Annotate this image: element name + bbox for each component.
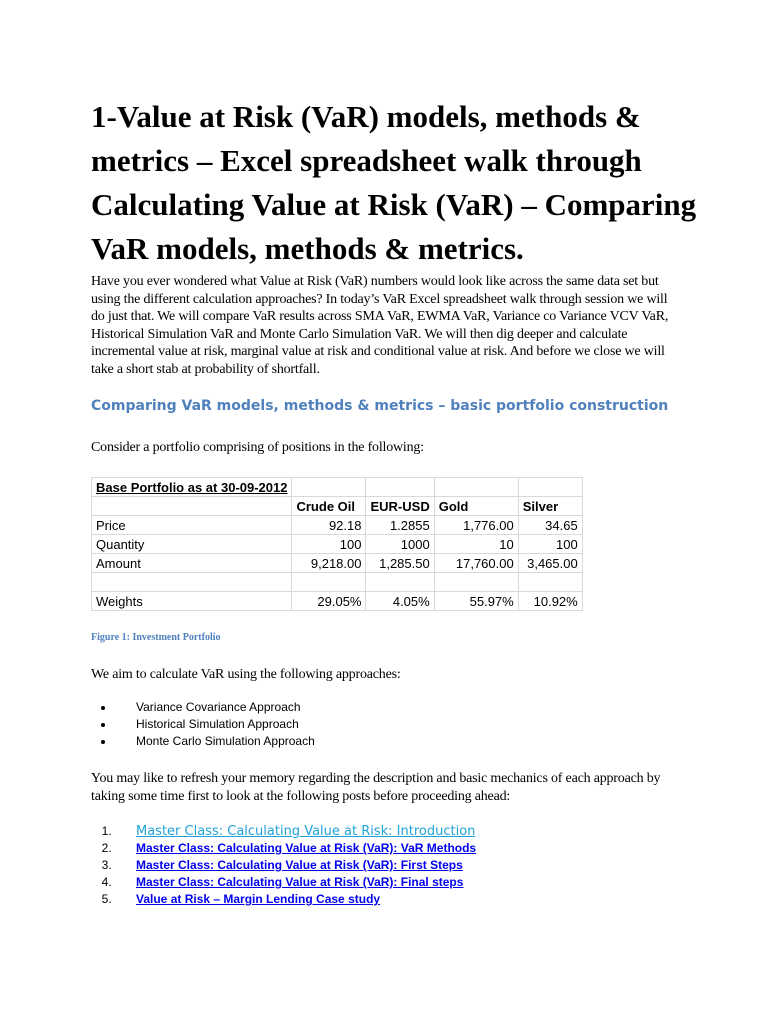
link-var-methods[interactable]: Master Class: Calculating Value at Risk (VaR): VaR Methods [136, 841, 477, 855]
list-item [115, 874, 476, 891]
table-row [92, 535, 583, 554]
portfolio-table [91, 477, 583, 611]
link-margin-lending[interactable]: Value at Risk – Margin Lending Case study [136, 892, 381, 906]
intro-paragraph: Have you ever wondered what Value at Risk (VaR) numbers would look like across the same data set but using the different calculation approaches? In today’s VaR Excel spreadsheet walk through session we will do just that. We will compare VaR results across SMA VaR, EWMA VaR, Variance co Variance VCV VaR, Historical Simulation VaR and Monte Carlo Simulation VaR. We will then dig deeper and calculate incremental value at risk, marginal value at risk and conditional value at risk. And before we close we will take a short stab at probability of shortfall. [91, 274, 669, 377]
list-item [115, 840, 476, 857]
list-item [115, 891, 476, 908]
table-cell: 29.05% [292, 592, 366, 611]
column-header: Crude Oil [292, 497, 366, 516]
figure-caption: Figure 1: Investment Portfolio [91, 632, 221, 643]
table-cell: 100 [518, 535, 582, 554]
row-label: Price [92, 516, 292, 535]
column-header: Silver [518, 497, 582, 516]
table-row [92, 592, 583, 611]
row-label: Weights [92, 592, 292, 611]
list-item: • Monte Carlo Simulation Approach [115, 733, 315, 750]
table-title: Base Portfolio as at 30-09-2012 [92, 478, 292, 497]
table-title-row [92, 478, 583, 497]
table-cell: 1,285.50 [366, 554, 434, 573]
row-label: Amount [92, 554, 292, 573]
table-cell: 92.18 [292, 516, 366, 535]
row-label: Quantity [92, 535, 292, 554]
table-cell: 1.2855 [366, 516, 434, 535]
approaches-list [91, 699, 315, 750]
table-cell: 100 [292, 535, 366, 554]
list-item [115, 857, 476, 874]
link-first-steps[interactable]: Master Class: Calculating Value at Risk (VaR): First Steps [136, 858, 463, 872]
table-cell: 1,776.00 [434, 516, 518, 535]
refresh-paragraph: You may like to refresh your memory regarding the description and basic mechanics of each approach by taking some time first to look at the following posts before proceeding ahead: [91, 771, 661, 804]
aim-paragraph: We aim to calculate VaR using the following approaches: [91, 667, 401, 682]
table-header-row [92, 497, 583, 516]
table-cell: 55.97% [434, 592, 518, 611]
list-item: • Variance Covariance Approach [115, 699, 315, 716]
table-cell: 10.92% [518, 592, 582, 611]
links-list [91, 823, 476, 908]
subtitle-heading: Calculating Value at Risk (VaR) – Comparing VaR models, methods & metrics. [91, 187, 697, 266]
table-cell: 4.05% [366, 592, 434, 611]
link-final-steps[interactable]: Master Class: Calculating Value at Risk (VaR): Final steps [136, 875, 464, 889]
list-item [115, 823, 476, 840]
table-cell: 34.65 [518, 516, 582, 535]
table-cell: 9,218.00 [292, 554, 366, 573]
table-cell: 3,465.00 [518, 554, 582, 573]
page-title: 1-Value at Risk (VaR) models, methods & metrics – Excel spreadsheet walk through [91, 99, 642, 178]
consider-paragraph: Consider a portfolio comprising of positions in the following: [91, 440, 424, 455]
table-empty-row [92, 573, 583, 592]
link-introduction[interactable]: Master Class: Calculating Value at Risk: Introduction [136, 824, 476, 839]
table-row [92, 516, 583, 535]
column-header: EUR-USD [366, 497, 434, 516]
section-heading: Comparing VaR models, methods & metrics – basic portfolio construction [91, 398, 669, 414]
list-item: • Historical Simulation Approach [115, 716, 315, 733]
table-row [92, 554, 583, 573]
column-header: Gold [434, 497, 518, 516]
table-cell: 17,760.00 [434, 554, 518, 573]
table-cell: 10 [434, 535, 518, 554]
table-cell: 1000 [366, 535, 434, 554]
